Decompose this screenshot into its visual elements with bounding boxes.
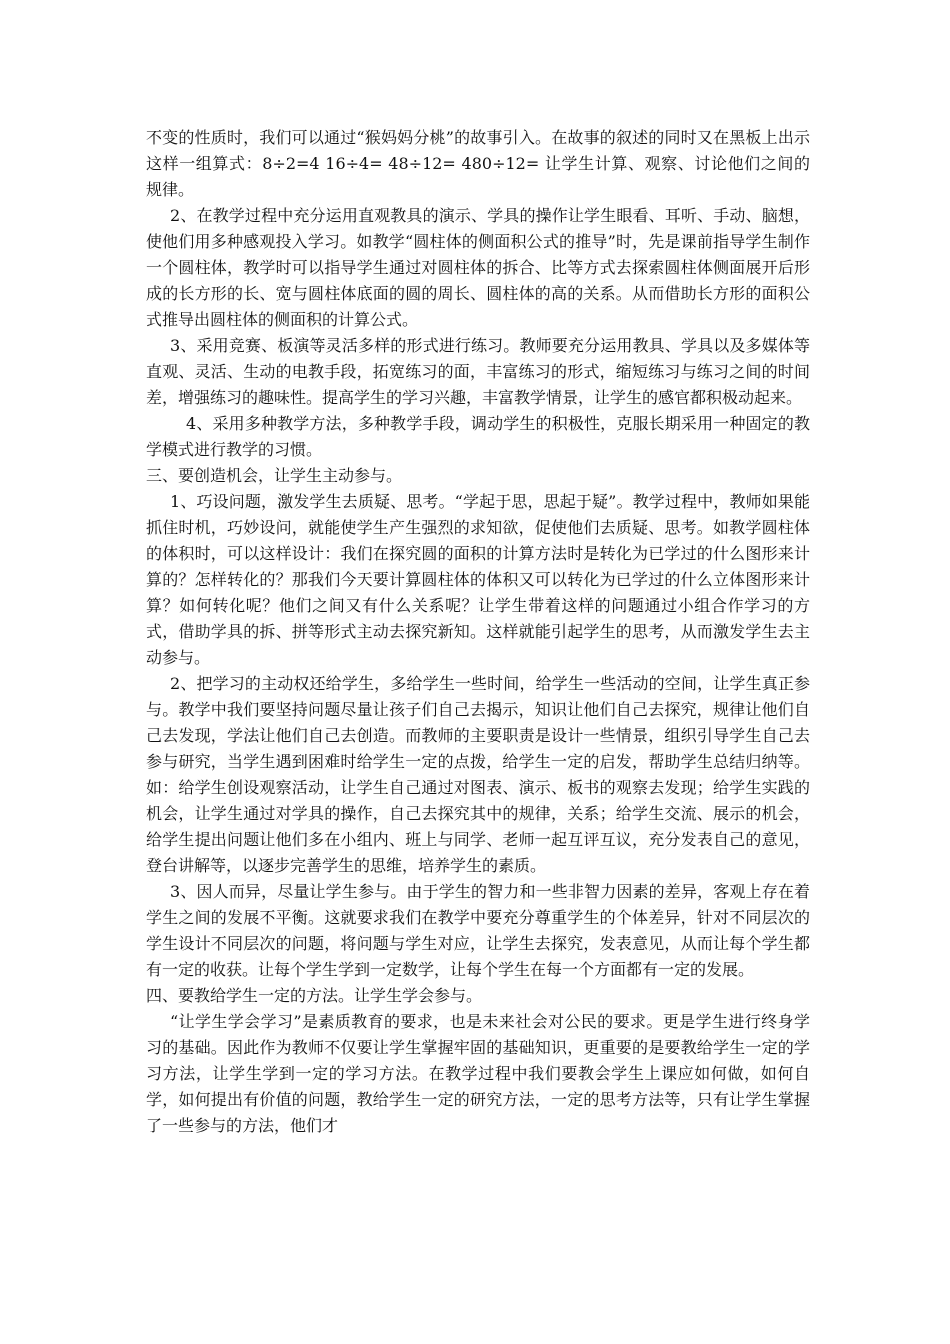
paragraph-item-1-questions: 1、巧设问题，激发学生去质疑、思考。“学起于思，思起于疑”。教学过程中，教师如果能抓住时机，巧妙设问，就能使学生产生强烈的求知欲，促使他们去质疑、思考。如教学圆柱体的体积时，可以这样设计：我们在探究圆的面积的计算方法时是转化为已学过的什么图形来计算的？怎样转化的？那我们今天要计算圆柱体的体积又可以转化为已学过的什么立体图形来计算？如何转化呢？他们之间又有什么关系呢？让学生带着这样的问题通过小组合作学习的方式，借助学具的拆、拼等形式主动去探究新知。这样就能引起学生的思考，从而激发学生去主动参与。	[146, 492, 810, 667]
paragraph-item-2-visual-aids: 2、在教学过程中充分运用直观教具的演示、学具的操作让学生眼看、耳听、手动、脑想，使他们用多种感观投入学习。如教学“圆柱体的侧面积公式的推导”时，先是课前指导学生制作一个圆柱体，教学时可以指导学生通过对圆柱体的拆合、比等方式去探索圆柱体侧面展开后形成的长方形的长、宽与圆柱体底面的圆的周长、圆柱体的高的关系。从而借助长方形的面积公式推导出圆柱体的侧面积的计算公式。	[146, 206, 810, 329]
paragraph-item-3-individual: 3、因人而异，尽量让学生参与。由于学生的智力和一些非智力因素的差异，客观上存在着学生之间的发展不平衡。这就要求我们在教学中要充分尊重学生的个体差异，针对不同层次的学生设计不同层次的问题，将问题与学生对应，让学生去探究，发表意见，从而让每个学生都有一定的收获。让每个学生学到一定数学，让每个学生在每一个方面都有一定的发展。	[146, 882, 810, 979]
section-heading-4: 四、要教给学生一定的方法。让学生学会参与。	[146, 986, 483, 1005]
paragraph-item-2-initiative: 2、把学习的主动权还给学生，多给学生一些时间，给学生一些活动的空间，让学生真正参与。教学中我们要坚持问题尽量让孩子们自己去揭示，知识让他们自己去探究，规律让他们自己去发现，学法让他们自己去创造。而教师的主要职责是设计一些情景，组织引导学生自己去参与研究，当学生遇到困难时给学生一定的点拨，给学生一定的启发，帮助学生总结归纳等。如：给学生创设观察活动，让学生自己通过对图表、演示、板书的观察去发现；给学生实践的机会，让学生通过对学具的操作，自己去探究其中的规律，关系；给学生交流、展示的机会，给学生提出问题让他们多在小组内、班上与同学、老师一起互评互议，充分发表自己的意见，登台讲解等，以逐步完善学生的思维，培养学生的素质。	[146, 674, 810, 875]
paragraph-learning-methods: “让学生学会学习”是素质教育的要求，也是未来社会对公民的要求。更是学生进行终身学习的基础。因此作为教师不仅要让学生掌握牢固的基础知识，更重要的是要教给学生一定的学习方法，让学生学到一定的学习方法。在教学过程中我们要教会学生上课应如何做，如何自学，如何提出有价值的问题，教给学生一定的研究方法，一定的思考方法等，只有让学生掌握了一些参与的方法，他们才	[146, 1012, 810, 1135]
paragraph-item-3-practice: 3、采用竞赛、板演等灵活多样的形式进行练习。教师要充分运用教具、学具以及多媒体等直观、灵活、生动的电教手段，拓宽练习的面，丰富练习的形式，缩短练习与练习之间的时间差，增强练习的趣味性。提高学生的学习兴趣，丰富教学情景，让学生的感官都积极动起来。	[146, 336, 810, 407]
document-body	[146, 125, 810, 1139]
section-heading-3: 三、要创造机会，让学生主动参与。	[146, 466, 403, 485]
paragraph-item-4-methods: 4、采用多种教学方法，多种教学手段，调动学生的积极性，克服长期采用一种固定的教学模式进行教学的习惯。	[146, 414, 810, 459]
paragraph-continuation: 不变的性质时，我们可以通过“猴妈妈分桃”的故事引入。在故事的叙述的同时又在黑板上出示这样一组算式：8÷2=4 16÷4= 48÷12= 480÷12= 让学生计算、观察、讨论他们之间的规律。	[146, 128, 810, 199]
